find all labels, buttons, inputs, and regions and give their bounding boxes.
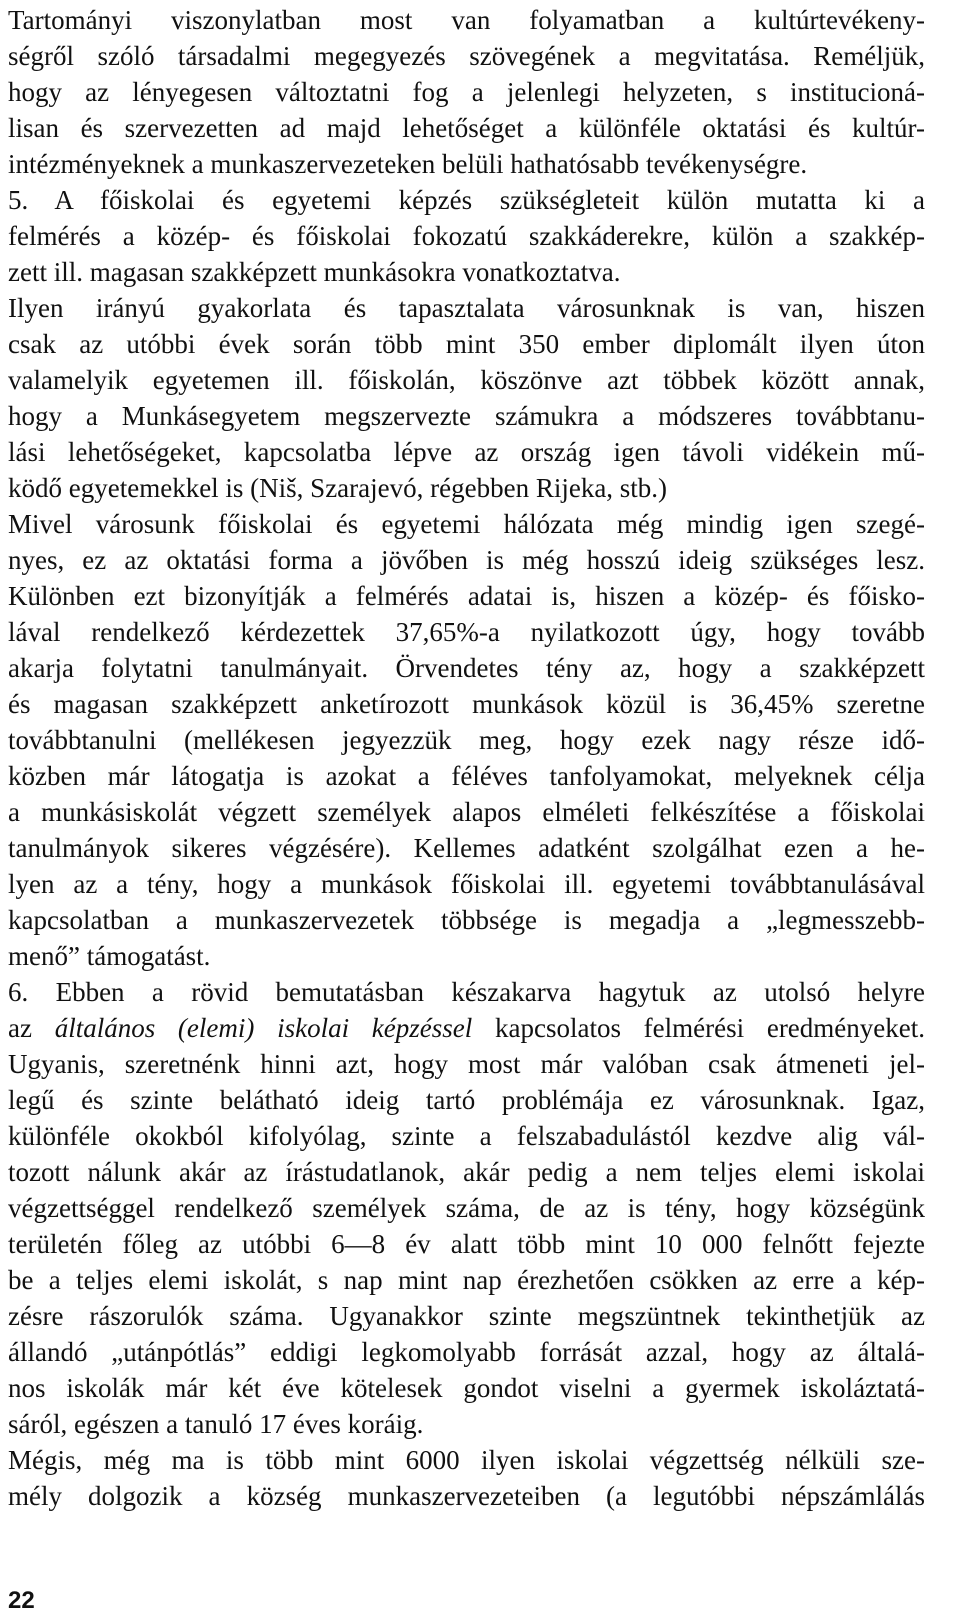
text-line: Ugyanis, szeretnénk hinni azt, hogy most már valóban csak átmeneti jel- bbox=[8, 1049, 925, 1079]
text-line: ködő egyetemekkel is (Niš, Szarajevó, régebben Rijeka, stb.) bbox=[8, 473, 668, 503]
page-number: 22 bbox=[8, 1587, 35, 1614]
text-line: sáról, egészen a tanuló 17 éves koráig. bbox=[8, 1409, 424, 1439]
text-line: 6. Ebben a rövid bemutatásban készakarva hagytuk az utolsó helyre bbox=[8, 977, 925, 1007]
text-line: csak az utóbbi évek során több mint 350 ember diplomált ilyen úton bbox=[8, 329, 925, 359]
text-line: lisan és szervezetten ad majd lehetőséget a különféle oktatási és kultúr- bbox=[8, 113, 925, 143]
text-line bbox=[8, 1010, 925, 1046]
text-line: Ilyen irányú gyakorlata és tapasztalata városunknak is van, hiszen bbox=[8, 293, 925, 323]
text-line: be a teljes elemi iskolát, s nap mint nap érezhetően csökken az erre a kép- bbox=[8, 1265, 925, 1295]
text-line: nos iskolák már két éve kötelesek gondot viselni a gyermek iskoláztatá- bbox=[8, 1373, 925, 1403]
text-line: valamelyik egyetemen ill. főiskolán, köszönve azt többek között annak, bbox=[8, 365, 925, 395]
text-line: közben már látogatja is azokat a féléves tanfolyamokat, melyeknek célja bbox=[8, 761, 925, 791]
text-line: Mégis, még ma is több mint 6000 ilyen iskolai végzettség nélküli sze- bbox=[8, 1445, 925, 1475]
emphasized-phrase: általános (elemi) iskolai képzéssel bbox=[54, 1013, 473, 1043]
text-line: a munkásiskolát végzett személyek alapos elméleti felkészítése a főiskolai bbox=[8, 797, 925, 827]
text-line: Tartományi viszonylatban most van folyamatban a kultúrtevékeny- bbox=[8, 5, 925, 35]
text-run: az bbox=[8, 1013, 55, 1043]
text-line: Különben ezt bizonyítják a felmérés adatai is, hiszen a közép- és főisko- bbox=[8, 581, 925, 611]
text-line: továbbtanulni (mellékesen jegyezzük meg, hogy ezek nagy része idő- bbox=[8, 725, 925, 755]
text-line: akarja folytatni tanulmányait. Örvendetes tény az, hogy a szakképzett bbox=[8, 653, 925, 683]
text-line: területén főleg az utóbbi 6—8 év alatt több mint 10 000 felnőtt fejezte bbox=[8, 1229, 925, 1259]
text-line: nyes, ez az oktatási forma a jövőben is még hosszú ideig szükséges lesz. bbox=[8, 545, 925, 575]
text-line: intézményeknek a munkaszervezeteken belüli hathatósabb tevékenységre. bbox=[8, 149, 808, 179]
text-run: kapcsolatos felmérési eredményeket. bbox=[472, 1013, 925, 1043]
text-line: kapcsolatban a munkaszervezetek többsége is megadja a „legmesszebb- bbox=[8, 905, 925, 935]
text-line: Mivel városunk főiskolai és egyetemi hálózata még mindig igen szegé- bbox=[8, 509, 925, 539]
text-line: hogy a Munkásegyetem megszervezte számukra a módszeres továbbtanu- bbox=[8, 401, 925, 431]
text-line: tanulmányok sikeres végzésére). Kellemes adatként szolgálhat ezen a he- bbox=[8, 833, 925, 863]
text-line: állandó „utánpótlás” eddigi legkomolyabb forrását azzal, hogy az általá- bbox=[8, 1337, 925, 1367]
text-line: lával rendelkező kérdezettek 37,65%-a nyilatkozott úgy, hogy tovább bbox=[8, 617, 925, 647]
text-line: felmérés a közép- és főiskolai fokozatú szakkáderekre, külön a szakkép- bbox=[8, 221, 925, 251]
text-line: végzettséggel rendelkező személyek száma, de az is tény, hogy községünk bbox=[8, 1193, 925, 1223]
text-line: különféle okokból kifolyólag, szinte a felszabadulástól kezdve alig vál- bbox=[8, 1121, 925, 1151]
text-line: és magasan szakképzett anketírozott munkások közül is 36,45% szeretne bbox=[8, 689, 925, 719]
text-line: zett ill. magasan szakképzett munkásokra vonatkoztatva. bbox=[8, 257, 621, 287]
text-line: legű és szinte belátható ideig tartó problémája ez városunknak. Igaz, bbox=[8, 1085, 925, 1115]
text-line: menő” támogatást. bbox=[8, 941, 211, 971]
text-line: tozott nálunk akár az írástudatlanok, akár pedig a nem teljes elemi iskolai bbox=[8, 1157, 925, 1187]
text-line: mély dolgozik a község munkaszervezeteiben (a legutóbbi népszámlálás bbox=[8, 1481, 925, 1511]
text-line: zésre rászorulók száma. Ugyanakkor szinte megszüntnek tekinthetjük az bbox=[8, 1301, 925, 1331]
text-line: lyen az a tény, hogy a munkások főiskolai ill. egyetemi továbbtanulásával bbox=[8, 869, 925, 899]
text-line: hogy az lényegesen változtatni fog a jelenlegi helyzeten, s institucioná- bbox=[8, 77, 925, 107]
text-line: ségről szóló társadalmi megegyezés szövegének a megvitatása. Reméljük, bbox=[8, 41, 925, 71]
text-line: lási lehetőségeket, kapcsolatba lépve az ország igen távoli vidékein mű- bbox=[8, 437, 925, 467]
text-line: 5. A főiskolai és egyetemi képzés szükségleteit külön mutatta ki a bbox=[8, 185, 925, 215]
